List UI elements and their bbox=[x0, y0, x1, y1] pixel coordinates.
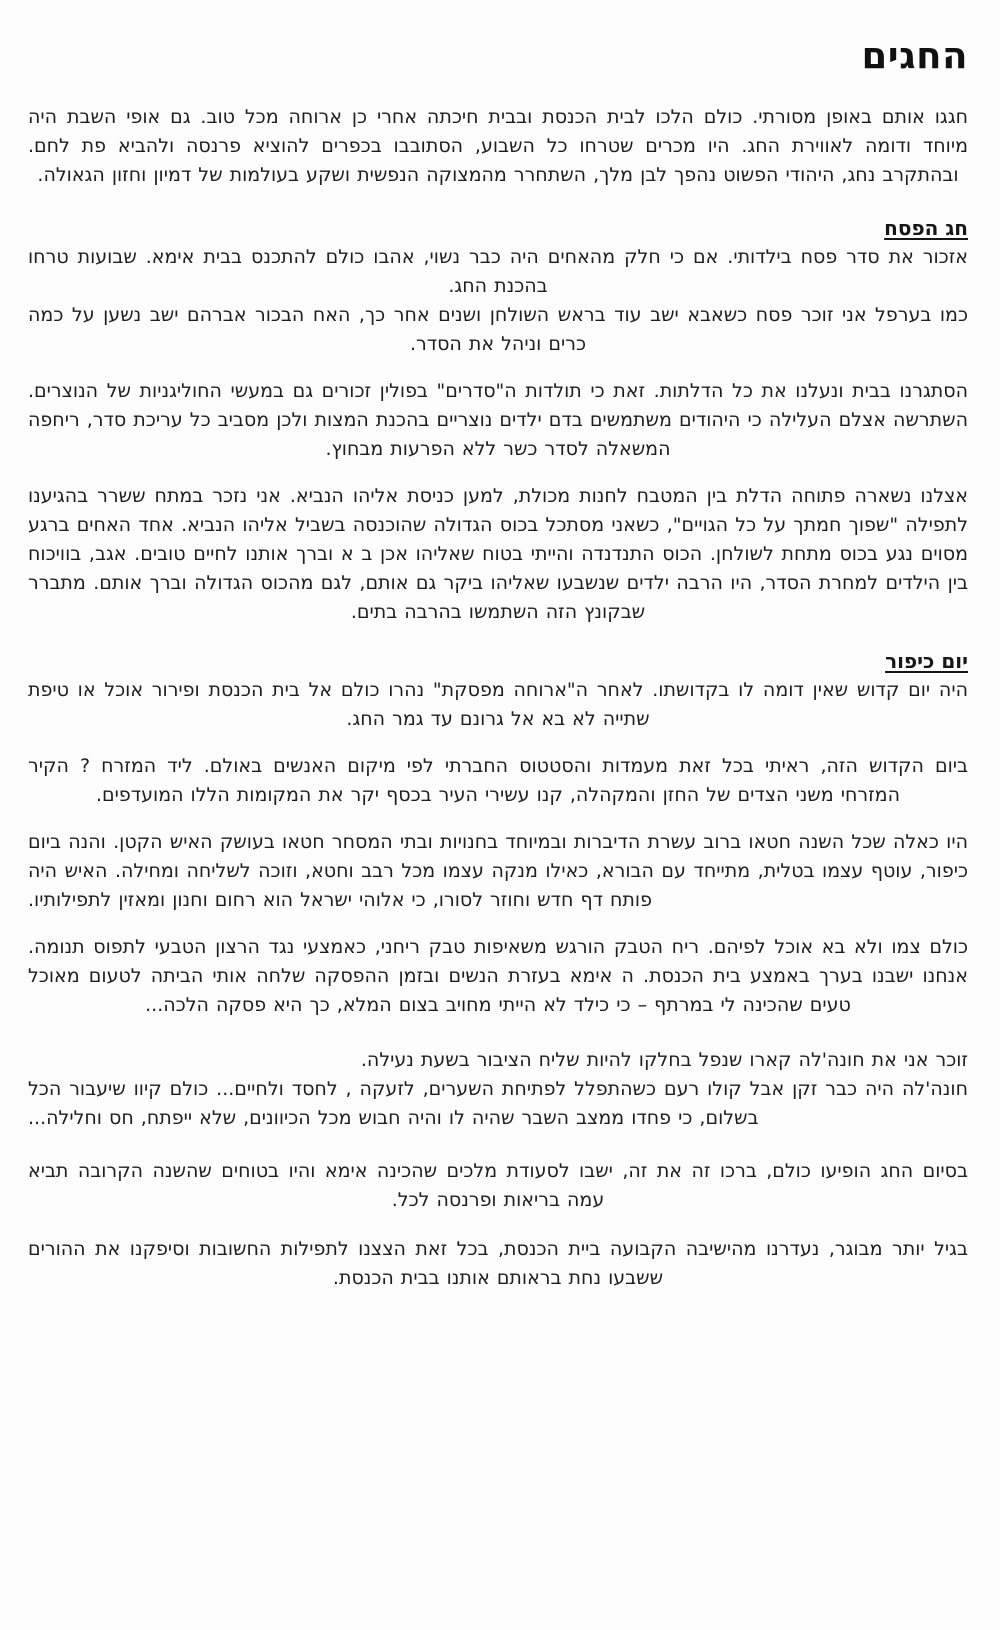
pesach-paragraph-3: הסתגרנו בבית ונעלנו את כל הדלתות. זאת כי תולדות ה"סדרים" בפולין זכורים גם במעשי החוליגניות של הנוצרים. השתרשה אצלם העלילה כי היהודים משתמשים בדם ילדים נוצריים בהכנת המצות ולכן מסביב כל עריכת סדר, ריחפה המשאלה לסדר כשר ללא הפרעות מבחוץ. bbox=[28, 380, 968, 460]
kippur-paragraph-4: כולם צמו ולא בא אוכל לפיהם. ריח הטבק הורגש משאיפות טבק ריחני, כאמצעי נגד הרצון הטבעי לתפוס תנומה. אנחנו ישבנו בערך באמצע בית הכנסת. ה אימא בעזרת הנשים ובזמן ההפסקה שלחה אותי הביתה לטעום מאוכל טעים שהכינה לי במרתף – כי כילד לא הייתי מחויב בצום המלא, כך היא פסקה הלכה... bbox=[28, 936, 968, 1016]
pesach-paragraph-2: כמו בערפל אני זוכר פסח כשאבא ישב עוד בראש השולחן ושנים אחר כך, האח הבכור אברהם ישב נשען על כמה כרים וניהל את הסדר. bbox=[28, 304, 968, 355]
kippur-paragraph-5: זוכר אני את חונה'לה קארו שנפל בחלקו להיות שליח הציבור בשעת נעילה. bbox=[360, 1049, 968, 1071]
intro-paragraph: חגגו אותם באופן מסורתי. כולם הלכו לבית הכנסת ובבית חיכתה אחרי כן ארוחה מכל טוב. גם אופי השבת היה מיוחד ודומה לאווירת החג. היו מכרים שטרחו כל השבוע, הסתובבו בכפרים להוציא פרנסה ולהביא פת לחם. ובהתקרב נחג, היהודי הפשוט נהפך לבן מלך, השתחרר מהמצוקה הנפשית ושקע בעולמות של דמיון וחזון הגאולה. bbox=[28, 106, 968, 186]
kippur-paragraph-8: בגיל יותר מבוגר, נעדרנו מהישיבה הקבועה ביית הכנסת, בכל זאת הצצנו לתפילות החשובות וסיפקנו את ההורים ששבעו נחת בראותם אותנו בבית הכנסת. bbox=[28, 1238, 968, 1289]
pesach-paragraph-4: אצלנו נשארה פתוחה הדלת בין המטבח לחנות מכולת, למען כניסת אליהו הנביא. אני נזכר במתח ששרר בהגיענו לתפילה "שפוך חמתך על כל הגויים", כשאני מסתכל בכוס הגדולה שהוכנסה בשביל אליהו הנביא. אחד האחים ברגע מסוים נגע בכוס מתחת לשולחן. הכוס התנדנדה והייתי בטוח שאליהו אכן ב א וברך אותנו לחיים טובים. אגב, בוויכוח בין הילדים למחרת הסדר, היו הרבה ילדים שנשבעו שאליהו ביקר גם אותם, לגם מהכוס הגדולה וברך אותם. מתברר שבקונץ הזה השתמשו בהרבה בתים. bbox=[28, 485, 968, 623]
pesach-paragraph-1: אזכור את סדר פסח בילדותי. אם כי חלק מהאחים היה כבר נשוי, אהבו כולם להתכנס בבית אימא. שבועות טרחו בהכנת החג. bbox=[28, 246, 968, 297]
page-title: החגים bbox=[861, 34, 968, 77]
kippur-paragraph-6: חונה'לה היה כבר זקן אבל קולו רעם כשהתפלל לפתיחת השערים, לזעקה , לחסד ולחיים... כולם קיוו שיעבור הכל בשלום, כי פחדו ממצב השבר שהיה לו והיה חבוש מכל הכיוונים, שלא ייפתח, חס וחלילה... bbox=[28, 1078, 968, 1129]
kippur-paragraph-1: היה יום קדוש שאין דומה לו בקדושתו. לאחר ה"ארוחה מפסקת" נהרו כולם אל בית הכנסת ופירור אוכל או טיפת שתייה לא בא אל גרונם עד גמר החג. bbox=[28, 679, 968, 730]
kippur-paragraph-7: בסיום החג הופיעו כולם, ברכו זה את זה, ישבו לסעודת מלכים שהכינה אימא והיו בטוחים שהשנה הקרובה תביא עמה בריאות ופרנסה לכל. bbox=[28, 1160, 968, 1211]
section-heading-pesach: חג הפסח bbox=[884, 216, 968, 240]
kippur-paragraph-2: ביום הקדוש הזה, ראיתי בכל זאת מעמדות והסטטוס החברתי לפי מיקום האנשים באולם. ליד המזרח ? הקיר המזרחי משני הצדים של החזן והמקהלה, קנו עשירי העיר בכסף יקר את המקומות הללו המועדפים. bbox=[28, 755, 968, 806]
section-heading-yom-kippur: יום כיפור bbox=[885, 649, 968, 673]
kippur-paragraph-3: היו כאלה שכל השנה חטאו ברוב עשרת הדיברות ובמיוחד בחנויות ובתי המסחר חטאו בעושק האיש הקטן. והנה ביום כיפור, עוטף עצמו בטלית, מתייחד עם הבורא, כאילו מנקה עצמו מכל רבב וחטא, וזוכה לשליחה ומחילה. האיש היה פותח דף חדש וחוזר לסורו, כי אלוהי ישראל הוא רחום וחנון ומאזין לתפילותיו. bbox=[28, 831, 968, 911]
